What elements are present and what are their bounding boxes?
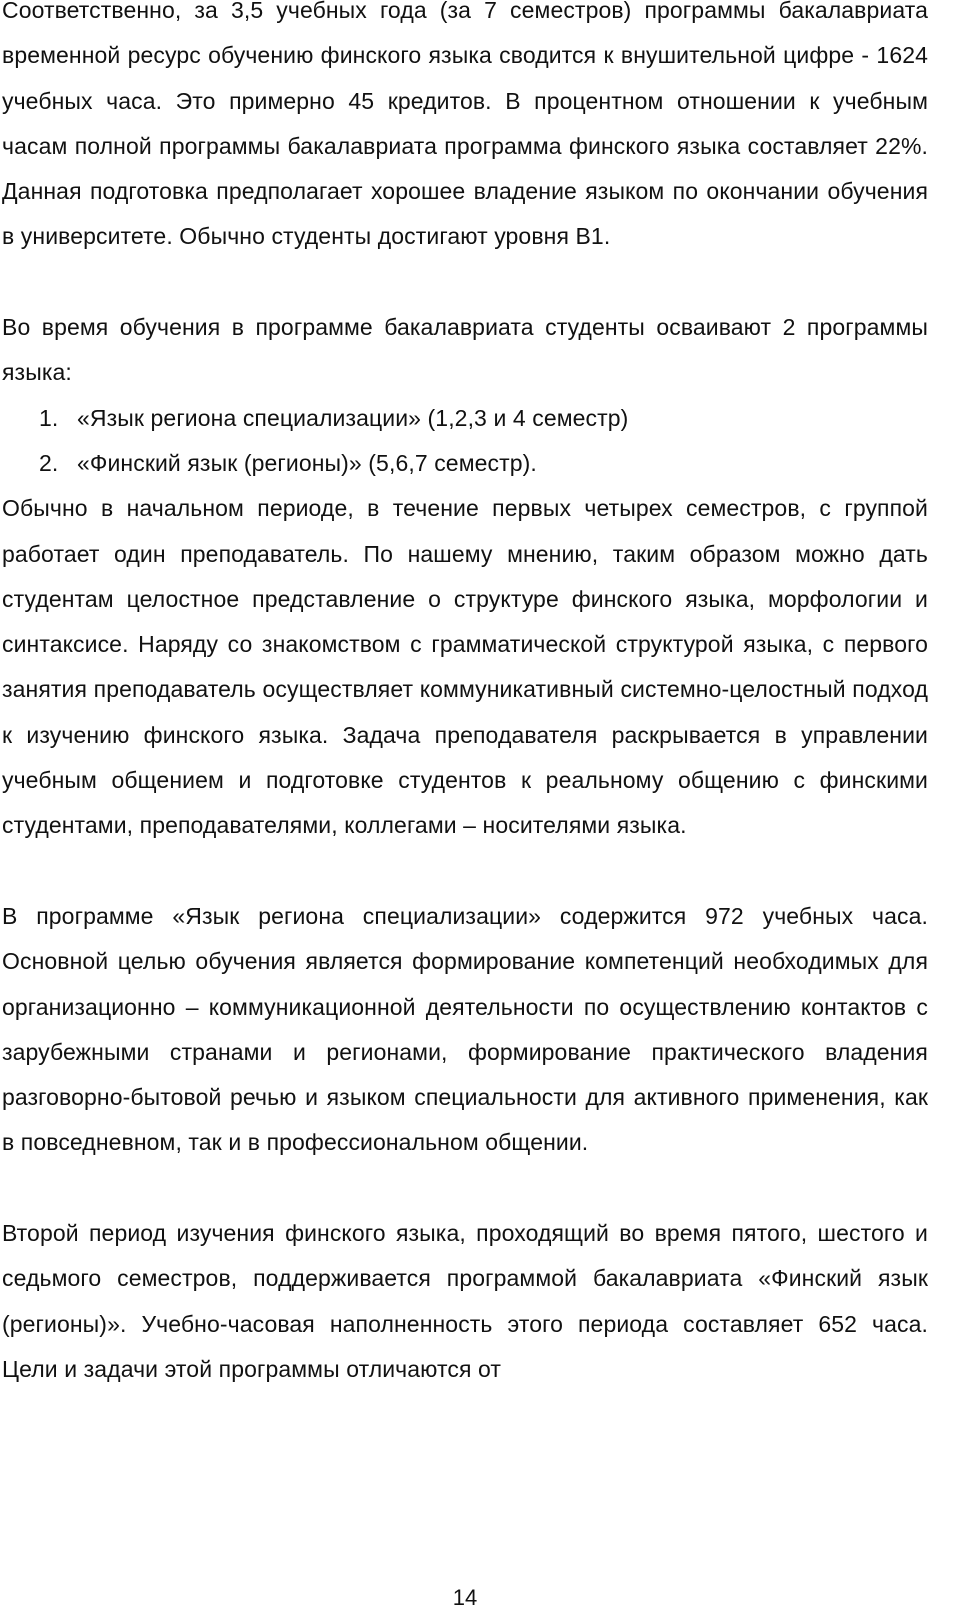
language-programs-list bbox=[2, 396, 928, 487]
list-item-number: 1. bbox=[39, 404, 59, 431]
list-item-text: «Финский язык (регионы)» (5,6,7 семестр). bbox=[77, 449, 537, 476]
document-body bbox=[2, 0, 928, 1392]
paragraph-gap bbox=[2, 849, 928, 894]
list-item bbox=[2, 396, 928, 441]
page-number: 14 bbox=[452, 1585, 478, 1610]
paragraph-region-language-program: В программе «Язык региона специализации» содержится 972 учебных часа. Основной целью обучения является формирование компетенций необходимых для организационно – коммуникационной деятельности по осуществлению контактов с зарубежными странами и регионами, формирование практического владения разговорно-бытовой речью и языком специальности для активного применения, как в повседневном, так и в профессиональном общении. bbox=[2, 902, 928, 1156]
paragraph-study-hours: Соответственно, за 3,5 учебных года (за 7 семестров) программы бакалавриата временной ресурс обучению финского языка сводится к внушительной цифре - 1624 учебных часа. Это примерно 45 кредитов. В процентном отношении к учебным часам полной программы бакалавриата программа финского языка составляет 22%. Данная подготовка предполагает хорошее владение языком по окончании обучения в университете. Обычно студенты достигают уровня В1. bbox=[2, 0, 928, 250]
paragraph-gap bbox=[2, 1166, 928, 1211]
paragraph-second-period: Второй период изучения финского языка, проходящий во время пятого, шестого и седьмого семестров, поддерживается программой бакалавриата «Финский язык (регионы)». Учебно-часовая наполненность этого периода составляет 652 часа. Цели и задачи этой программы отличаются от bbox=[2, 1220, 928, 1382]
paragraph-gap bbox=[2, 260, 928, 305]
paragraph-language-programs-intro: Во время обучения в программе бакалавриата студенты осваивают 2 программы языка: bbox=[2, 314, 928, 386]
paragraph-initial-period: Обычно в начальном периоде, в течение первых четырех семестров, с группой работает один преподаватель. По нашему мнению, таким образом можно дать студентам целостное представление о структуре финского языка, морфологии и синтаксисе. Наряду со знакомством с грамматической структурой языка, с первого занятия преподаватель осуществляет коммуникативный системно-целостный подход к изучению финского языка. Задача преподавателя раскрывается в управлении учебным общением и подготовке студентов к реальному общению с финскими студентами, преподавателями, коллегами – носителями языка. bbox=[2, 495, 928, 839]
list-item-number: 2. bbox=[39, 449, 59, 476]
list-item-text: «Язык региона специализации» (1,2,3 и 4 семестр) bbox=[77, 404, 629, 431]
list-item bbox=[2, 441, 928, 486]
